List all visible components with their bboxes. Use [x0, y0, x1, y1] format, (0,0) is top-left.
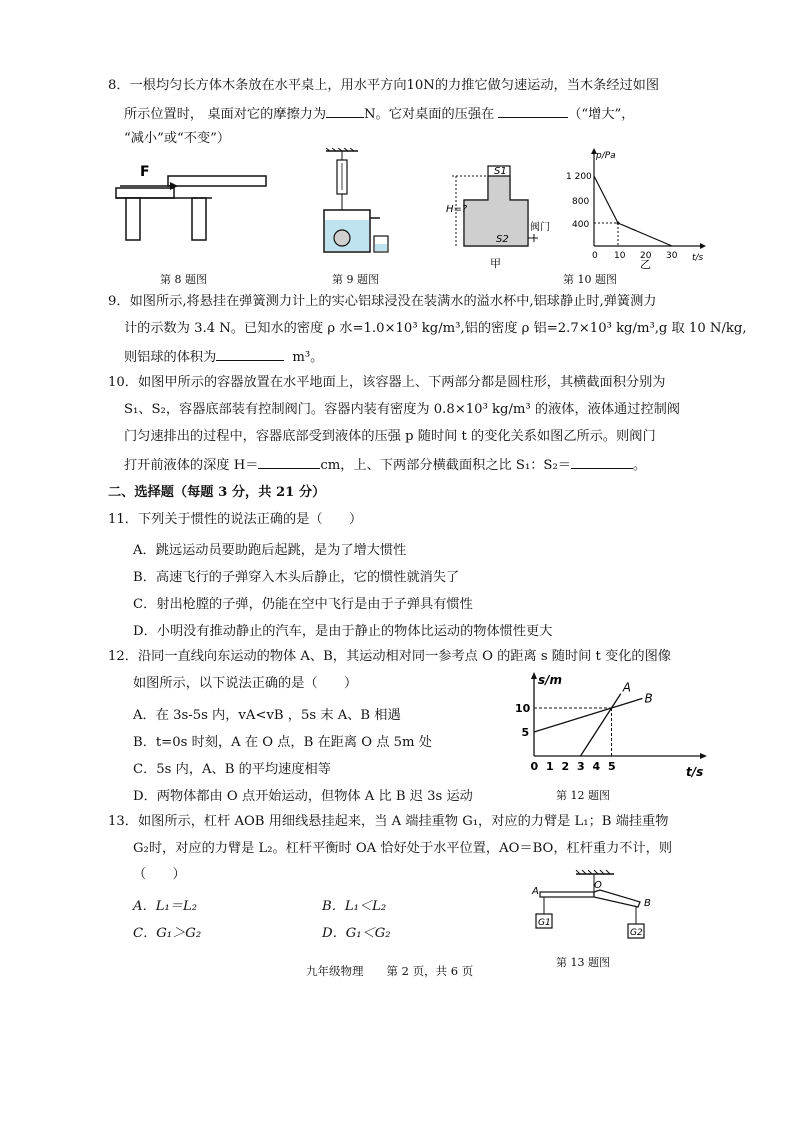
point-a-label: A	[532, 886, 539, 897]
q11-stem: 11．下列关于惯性的说法正确的是（ ）	[108, 512, 363, 527]
g1-label: G1	[538, 918, 551, 928]
p-axis-label: p/Pa	[596, 151, 616, 161]
lever-arm-ob	[594, 890, 640, 907]
q10-line4-text-b: cm，上、下两部分横截面积之比 S₁：S₂＝	[320, 458, 571, 473]
jia-label: 甲	[490, 257, 501, 270]
pressure-line	[594, 176, 672, 246]
table-leg-left	[126, 198, 140, 240]
x-tick-0: 0	[592, 251, 598, 261]
point-b-label: B	[644, 898, 651, 909]
x-tick-0: 0	[530, 760, 539, 773]
t-axis-label: t/s	[692, 253, 704, 263]
y-tick-800: 800	[572, 197, 590, 207]
x-tick-10: 10	[614, 251, 626, 261]
q13-stem-line2: G₂时，对应的力臂是 L₂。杠杆平衡时 OA 恰好处于水平位置，AO＝BO，杠杆重力不计，则	[133, 841, 673, 856]
lever-arm-oa	[540, 892, 594, 897]
series-label-A: A	[622, 680, 632, 695]
page-footer: 九年级物理 第 2 页，共 6 页	[306, 964, 474, 978]
s1-label: S1	[494, 166, 507, 177]
wood-strip	[116, 188, 174, 198]
y-axis-label: s/m	[538, 673, 563, 687]
y-tick-1200: 1 200	[566, 172, 592, 182]
q13-stem-line1: 13．如图所示，杠杆 AOB 用细线悬挂起来，当 A 端挂重物 G₁，对应的力臂是 L₁；B 端挂重物	[108, 814, 669, 829]
force-label: F	[140, 164, 150, 180]
q8-line1: 8．一根均匀长方体木条放在水平桌上，用水平方向10N的力推它做匀速运动，当木条经过如图	[108, 78, 660, 93]
fig10-caption: 第 10 题图	[563, 273, 617, 286]
q10-line4	[124, 455, 646, 475]
q12-stem-line1: 12．沿同一直线向东运动的物体 A、B，其运动相对同一参考点 O 的距离 s 随时间 t 变化的图像	[108, 649, 671, 664]
g2-label: G2	[630, 928, 643, 938]
q10-depth-blank[interactable]	[258, 455, 320, 469]
q10-line3: 门匀速排出的过程中，容器底部受到液体的压强 p 随时间 t 的变化关系如图乙所示。则阀门	[124, 429, 656, 444]
q8-line2-text-c: （“增大”，	[568, 107, 635, 122]
q8-line3: “减小”或“不变”）	[124, 131, 231, 146]
q13-option-c[interactable]: C．G₁＞G₂	[133, 926, 202, 941]
x-tick-4: 4	[592, 760, 601, 773]
q9-line1: 9．如图所示,将悬挂在弹簧测力计上的实心铝球浸没在装满水的溢水杯中,铝球静止时,弹簧测力	[108, 294, 657, 309]
q9-line3	[124, 347, 323, 367]
q9-volume-blank[interactable]	[216, 347, 284, 361]
h-label: H=?	[446, 204, 468, 215]
q8-pressure-blank[interactable]	[498, 104, 568, 118]
q12-option-a[interactable]: A．在 3s-5s 内，vA<vB ，5s 末 A、B 相遇	[133, 708, 401, 723]
q10-line1: 10．如图甲所示的容器放置在水平地面上，该容器上、下两部分都是圆柱形，其横截面积分别为	[108, 375, 666, 390]
x-tick-3: 3	[577, 760, 585, 773]
fig9-caption: 第 9 题图	[332, 273, 379, 286]
series-line-A	[581, 694, 621, 756]
q13-option-d[interactable]: D．G₁＜G₂	[322, 926, 391, 941]
q12-stem-line2: 如图所示，以下说法正确的是（ ）	[133, 676, 358, 691]
q9-line2: 计的示数为 3.4 N。已知水的密度 ρ 水=1.0×10³ kg/m³,铝的密度 ρ 铝=2.7×10³ kg/m³,g 取 10 N/kg,	[124, 321, 747, 336]
s2-label: S2	[496, 234, 509, 245]
q10-line4-text-c: 。	[632, 458, 647, 473]
point-o-label: O	[594, 880, 602, 891]
x-tick-5: 5	[608, 760, 616, 773]
q10-line2: S₁、S₂，容器底部装有控制阀门。容器内装有密度为 0.8×10³ kg/m³ 的液体，液体通过控制阀	[124, 402, 680, 417]
q13-option-b[interactable]: B．L₁＜L₂	[322, 899, 387, 914]
q8-line2-text-a: 所示位置时， 桌面对它的摩擦力为	[124, 107, 327, 122]
table-leg-right	[192, 198, 206, 240]
q11-option-c[interactable]: C．射出枪膛的子弹，仍能在空中飞行是由于子弹具有惯性	[133, 597, 473, 612]
y-tick-400: 400	[572, 220, 590, 230]
fig8-caption: 第 8 题图	[160, 273, 207, 286]
q12-option-d[interactable]: D．两物体都由 O 点开始运动，但物体 A 比 B 迟 3s 运动	[133, 789, 473, 804]
x-axis-label: t/s	[686, 765, 704, 779]
y-tick-10: 10	[515, 702, 531, 715]
figure-8	[112, 158, 272, 248]
fig13-caption: 第 13 题图	[556, 956, 610, 969]
x-tick-30: 30	[666, 251, 678, 261]
q12-option-c[interactable]: C．5s 内，A、B 的平均速度相等	[133, 762, 331, 777]
x-tick-20: 20	[640, 251, 652, 261]
figure-9	[318, 148, 394, 260]
q12-option-b[interactable]: B．t=0s 时刻，A 在 O 点，B 在距离 O 点 5m 处	[133, 735, 432, 750]
figure-13-lever	[528, 868, 668, 944]
q10-ratio-blank[interactable]	[571, 455, 633, 469]
q9-line3-text-b: m³。	[292, 350, 324, 365]
q10-line4-text-a: 打开前液体的深度 H＝	[124, 458, 259, 473]
aluminum-ball	[334, 230, 350, 246]
q8-friction-blank[interactable]	[326, 104, 364, 118]
q11-option-a[interactable]: A．跳远运动员要助跑后起跳，是为了增大惯性	[133, 543, 407, 558]
q8-line2	[124, 104, 634, 124]
x-tick-1: 1	[546, 760, 554, 773]
y-tick-5: 5	[521, 726, 530, 739]
q11-option-d[interactable]: D．小明没有推动静止的汽车，是由于静止的物体比运动的物体惯性更大	[133, 624, 553, 639]
valve-label: 阀门	[530, 222, 550, 233]
section2-title: 二、选择题（每题 3 分，共 21 分）	[108, 485, 326, 500]
figure-10-jia	[446, 160, 556, 275]
q13-option-a[interactable]: A．L₁＝L₂	[133, 899, 197, 914]
series-line-B	[534, 698, 643, 732]
yi-label: 乙	[640, 258, 651, 271]
fig12-caption: 第 12 题图	[556, 789, 610, 802]
q13-stem-line3: （ ）	[133, 867, 186, 882]
table-top	[168, 176, 266, 186]
q11-option-b[interactable]: B．高速飞行的子弹穿入木头后静止，它的惯性就消失了	[133, 570, 460, 585]
figure-12-chart	[510, 670, 710, 782]
figure-10-yi-chart	[560, 146, 710, 271]
q8-line2-text-b: N。它对桌面的压强在	[364, 107, 495, 122]
q9-line3-text-a: 则铝球的体积为	[124, 350, 217, 365]
x-tick-2: 2	[561, 760, 570, 773]
series-label-B: B	[644, 691, 653, 706]
